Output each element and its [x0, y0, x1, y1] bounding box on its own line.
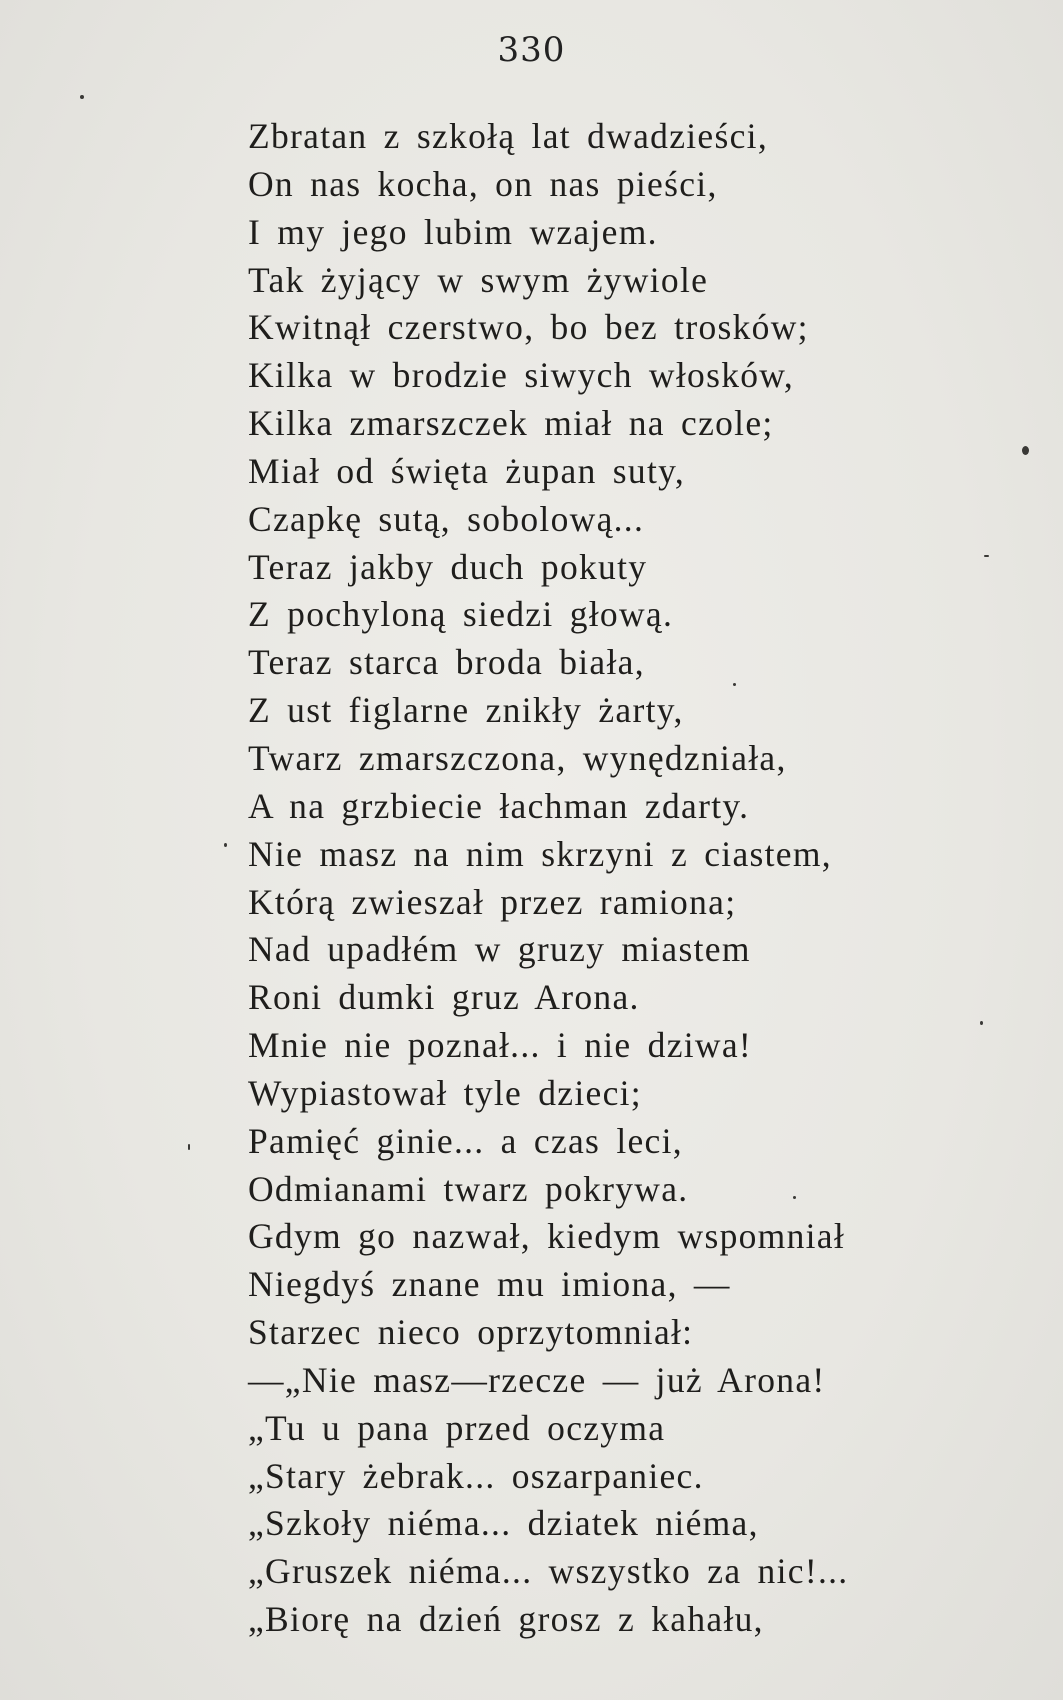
paper-speck: [793, 1196, 796, 1199]
poem-line: „Szkoły niéma... dziatek niéma,: [248, 1503, 759, 1544]
poem-line: Twarz zmarszczona, wynędzniała,: [248, 737, 787, 778]
poem-line: „Tu u pana przed oczyma: [248, 1407, 666, 1448]
poem-line: Kwitnął czerstwo, bo bez trosków;: [248, 307, 809, 348]
poem-line: Z pochyloną siedzi głową.: [248, 594, 674, 635]
paper-speck: [1022, 446, 1029, 455]
poem-line: Nie masz na nim skrzyni z ciastem,: [248, 833, 832, 874]
poem-line: „Gruszek niéma... wszystko za nic!...: [248, 1551, 849, 1592]
poem-line: Tak żyjący w swym żywiole: [248, 259, 709, 300]
poem-line: Zbratan z szkołą lat dwadzieści,: [248, 116, 768, 156]
poem-line: On nas kocha, on nas pieści,: [248, 163, 718, 204]
poem-line: Miał od święta żupan suty,: [248, 450, 686, 491]
poem-line: Nad upadłém w gruzy miastem: [248, 929, 751, 970]
poem-line: Z ust figlarne znikły żarty,: [248, 690, 684, 731]
paper-speck: [733, 683, 736, 686]
poem-line: I my jego lubim wzajem.: [248, 211, 658, 252]
poem-line: Roni dumki gruz Arona.: [248, 977, 640, 1018]
paper-speck: [188, 1144, 190, 1150]
poem-line: Odmianami twarz pokrywa.: [248, 1168, 689, 1209]
page-number: 330: [497, 30, 566, 70]
poem-line: Teraz starca broda biała,: [248, 642, 645, 683]
poem-line: Którą zwieszał przez ramiona;: [248, 881, 737, 922]
poem-line: —„Nie masz—rzecze — już Arona!: [248, 1359, 826, 1400]
poem-line: Mnie nie poznał... i nie dziwa!: [248, 1025, 753, 1066]
paper-speck: [984, 555, 989, 557]
poem-line: „Biorę na dzień grosz z kahału,: [248, 1599, 764, 1640]
poem-line: Teraz jakby duch pokuty: [248, 546, 648, 587]
poem-line: Kilka zmarszczek miał na czole;: [248, 403, 774, 444]
poem-line: Niegdyś znane mu imiona, —: [248, 1264, 731, 1305]
poem-line: Gdym go nazwał, kiedym wspomniał: [248, 1216, 846, 1257]
paper-speck: [980, 1021, 983, 1025]
poem-line: A na grzbiecie łachman zdarty.: [248, 785, 750, 826]
poem-line: Pamięć ginie... a czas leci,: [248, 1120, 683, 1161]
poem-text: [248, 113, 848, 1644]
paper-speck: [224, 843, 227, 847]
paper-speck: [80, 95, 84, 99]
poem-line: Czapkę sutą, sobolową...: [248, 498, 645, 539]
poem-line: Starzec nieco oprzytomniał:: [248, 1312, 694, 1353]
poem-line: Wypiastował tyle dzieci;: [248, 1072, 642, 1113]
poem-line: „Stary żebrak... oszarpaniec.: [248, 1455, 704, 1496]
poem-line: Kilka w brodzie siwych włosków,: [248, 355, 795, 396]
